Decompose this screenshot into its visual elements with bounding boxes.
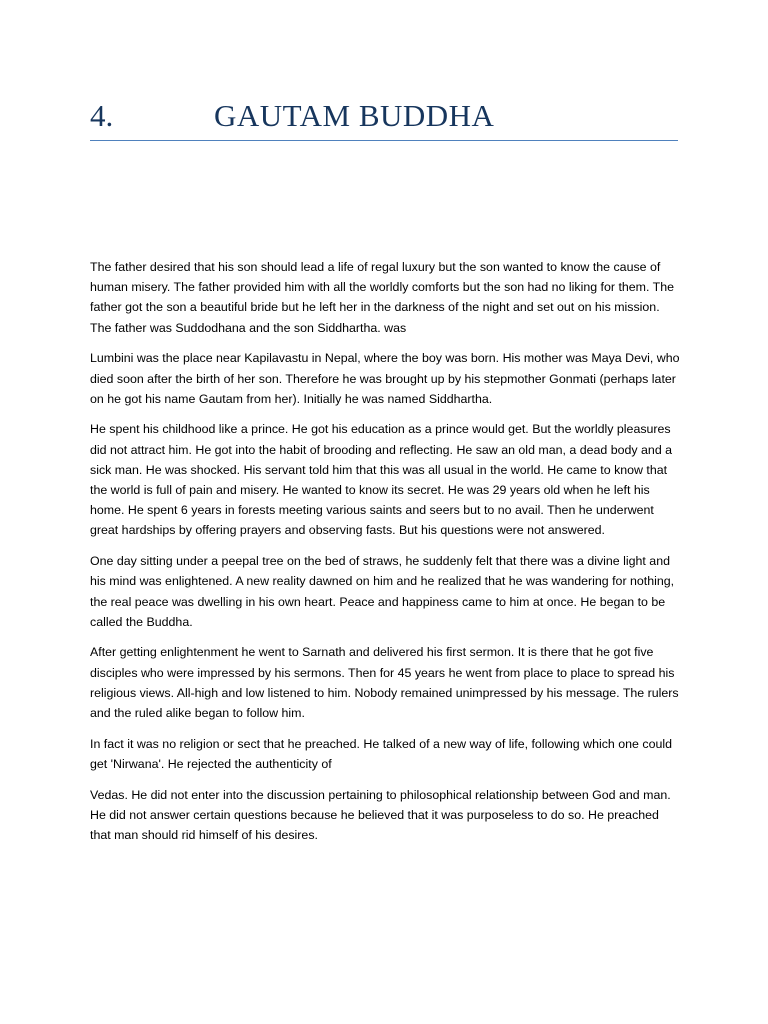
paragraph: One day sitting under a peepal tree on the bed of straws, he suddenly felt that there was a divine light and his mind was enlightened. A new reality dawned on him and he realized that he was wandering for nothing, the real peace was dwelling in his own heart. Peace and happiness came to him at once. He began to be called the Buddha. bbox=[90, 554, 675, 629]
chapter-number: 4. bbox=[90, 98, 114, 133]
paragraph: Vedas. He did not enter into the discussion pertaining to philosophical relationship between God and man. He did not answer certain questions because he believed that it was purposeless to do so. He preached that man should rid himself of his desires. bbox=[90, 787, 671, 843]
paragraph: Lumbini was the place near Kapilavastu in Nepal, where the boy was born. His mother was Maya Devi, who died soon after the birth of her son. Therefore he was brought up by his stepmother Gonmati (perhaps later on he got his name Gautam from her). Initially he was named Siddhartha. bbox=[90, 351, 680, 406]
body-text bbox=[90, 257, 682, 856]
paragraph: After getting enlightenment he went to Sarnath and delivered his first sermon. It is there that he got five disciples who were impressed by his sermons. Then for 45 years he went from place to place to spread his religious views. All-high and low listened to him. Nobody remained unimpressed by his message. The rulers and the ruled alike began to follow him. bbox=[90, 645, 679, 721]
paragraph: He spent his childhood like a prince. He got his education as a prince would get. But the worldly pleasures did not attract him. He got into the habit of brooding and reflecting. He saw an old man, a dead body and a sick man. He was shocked. His servant told him that this was all usual in the world. He came to know that the world is full of pain and misery. He wanted to know its secret. He was 29 years old when he left his home. He spent 6 years in forests meeting various saints and seers but to no avail. Then he underwent great hardships by offering prayers and observing fasts. But his questions were not answered. bbox=[90, 422, 673, 538]
paragraph: The father desired that his son should lead a life of regal luxury but the son wanted to know the cause of human misery. The father provided him with all the worldly comforts but the son had no liking for them. The father got the son a beautiful bride but he left her in the darkness of the night and set out on his mission. The father was Suddodhana and the son Siddhartha. was bbox=[90, 260, 675, 335]
chapter-title: GAUTAM BUDDHA bbox=[214, 98, 495, 133]
chapter-heading bbox=[90, 96, 678, 141]
paragraph: In fact it was no religion or sect that he preached. He talked of a new way of life, following which one could get 'Nirwana'. He rejected the authenticity of bbox=[90, 736, 672, 771]
